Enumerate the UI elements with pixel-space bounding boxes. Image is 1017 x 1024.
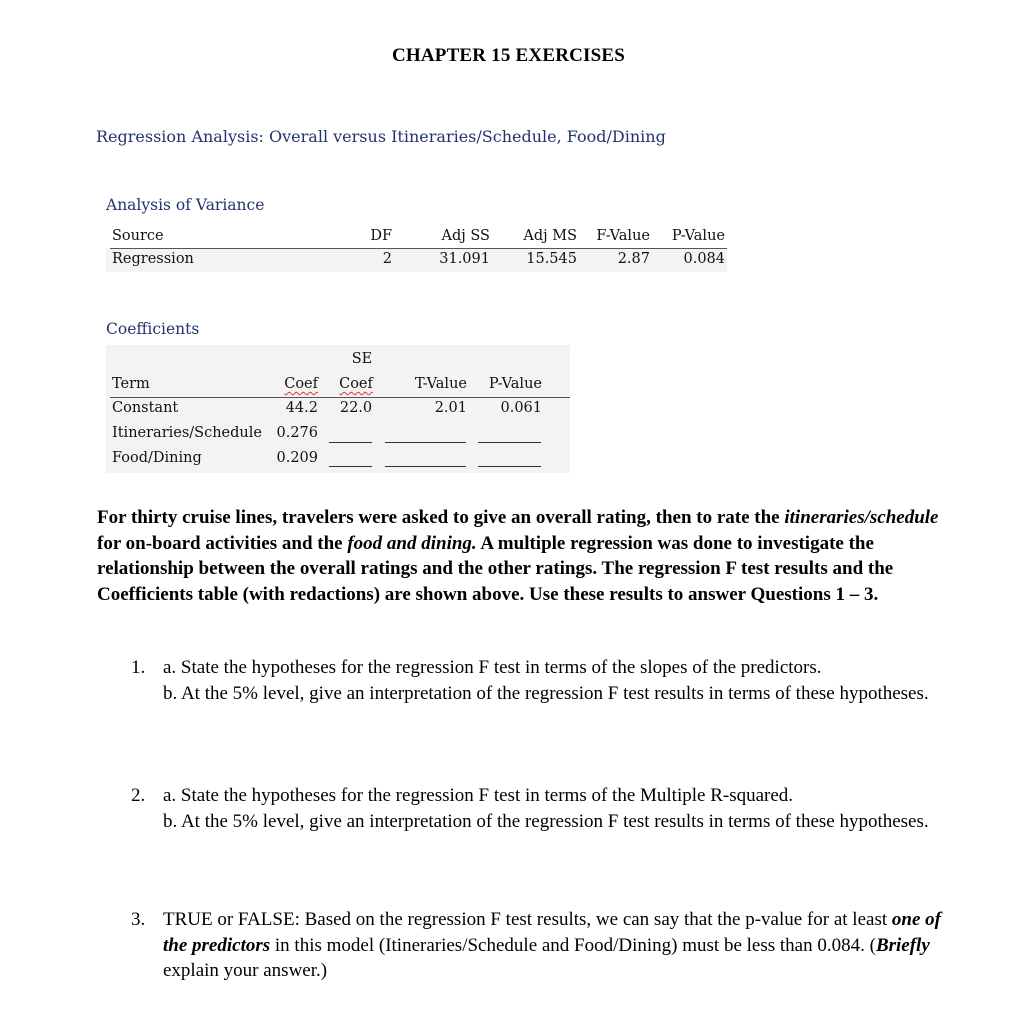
redacted-tvalue-itineraries: [385, 442, 466, 443]
question-3-text-1: TRUE or FALSE: Based on the regression F test results, we can say that the p-value for at least: [163, 909, 892, 930]
question-1b: b. At the 5% level, give an interpretation of the regression F test results in terms of these hypotheses.: [163, 682, 929, 704]
coef-row-constant-coef: 44.2: [285, 400, 318, 416]
anova-header-rule: [110, 248, 727, 249]
coef-header-pvalue: P-Value: [488, 376, 542, 392]
anova-header-pvalue: P-Value: [671, 228, 725, 244]
coef-row-constant-pvalue: 0.061: [500, 400, 542, 416]
coef-row-itineraries-coef: 0.276: [276, 425, 318, 441]
redacted-se-food: [329, 466, 372, 467]
anova-row-adjss: 31.091: [439, 251, 490, 267]
coef-header-se-bottom: Coef: [339, 376, 373, 392]
intro-text-2: for on-board activities and the: [97, 532, 348, 554]
coef-row-constant-term: Constant: [112, 400, 179, 416]
chapter-title: CHAPTER 15 EXERCISES: [391, 45, 626, 66]
question-2-number: 2.: [131, 785, 146, 806]
coef-row-food-term: Food/Dining: [112, 450, 202, 466]
redacted-se-itineraries: [329, 442, 372, 443]
intro-emphasis-food: food and dining.: [347, 532, 477, 554]
anova-heading: Analysis of Variance: [106, 196, 265, 214]
intro-paragraph: [97, 505, 947, 608]
coef-header-rule: [110, 397, 570, 398]
anova-header-source: Source: [112, 228, 164, 244]
question-3-emphasis-briefly: Briefly: [875, 934, 930, 956]
anova-row-adjms: 15.545: [526, 251, 577, 267]
question-2a: a. State the hypotheses for the regression F test in terms of the Multiple R-squared.: [163, 785, 794, 806]
coef-row-constant-tvalue: 2.01: [434, 400, 467, 416]
coef-row-constant-se: 22.0: [339, 400, 373, 416]
anova-header-adjms: Adj MS: [523, 228, 577, 244]
question-1-number: 1.: [131, 657, 146, 678]
redacted-pvalue-itineraries: [478, 442, 541, 443]
question-3-text-2: in this model (Itineraries/Schedule and Food/Dining) must be less than 0.084. (: [270, 934, 876, 956]
regression-heading: Regression Analysis: Overall versus Itineraries/Schedule, Food/Dining: [96, 127, 666, 146]
coef-row-food-coef: 0.209: [276, 450, 318, 466]
redacted-tvalue-food: [385, 466, 466, 467]
question-3-number: 3.: [131, 909, 146, 930]
anova-row-df: 2: [382, 251, 392, 267]
coef-header-se-top: SE: [351, 351, 373, 367]
coef-header-tvalue: T-Value: [415, 376, 467, 392]
question-1a: a. State the hypotheses for the regression F test in terms of the slopes of the predictors.: [163, 657, 822, 678]
anova-row-fvalue: 2.87: [617, 251, 650, 267]
question-3-text-3: explain your answer.): [163, 960, 328, 981]
redacted-pvalue-food: [478, 466, 541, 467]
anova-header-df: DF: [370, 228, 392, 244]
question-2b: b. At the 5% level, give an interpretation of the regression F test results in terms of these hypotheses.: [163, 810, 929, 832]
anova-header-fvalue: F-Value: [596, 228, 650, 244]
intro-text-3: A multiple regression was done to investigate the relationship between the overall ratings and the other ratings. The regression F test results and the Coefficients table (with redactions) are shown above. Use these results to answer Questions 1 – 3.: [97, 532, 894, 606]
question-3-emphasis-predictors: one of the predictors: [163, 909, 941, 956]
intro-emphasis-itineraries: itineraries/schedule: [784, 507, 939, 528]
coef-row-itineraries-term: Itineraries/Schedule: [112, 425, 262, 441]
coefficients-heading: Coefficients: [106, 320, 200, 338]
intro-text-1: For thirty cruise lines, travelers were asked to give an overall rating, then to rate the: [97, 507, 785, 528]
anova-row-pvalue: 0.084: [683, 251, 725, 267]
anova-row-source: Regression: [112, 251, 194, 267]
coef-header-coef: Coef: [284, 376, 318, 392]
coef-header-term: Term: [112, 376, 150, 392]
anova-header-adjss: Adj SS: [441, 228, 490, 244]
